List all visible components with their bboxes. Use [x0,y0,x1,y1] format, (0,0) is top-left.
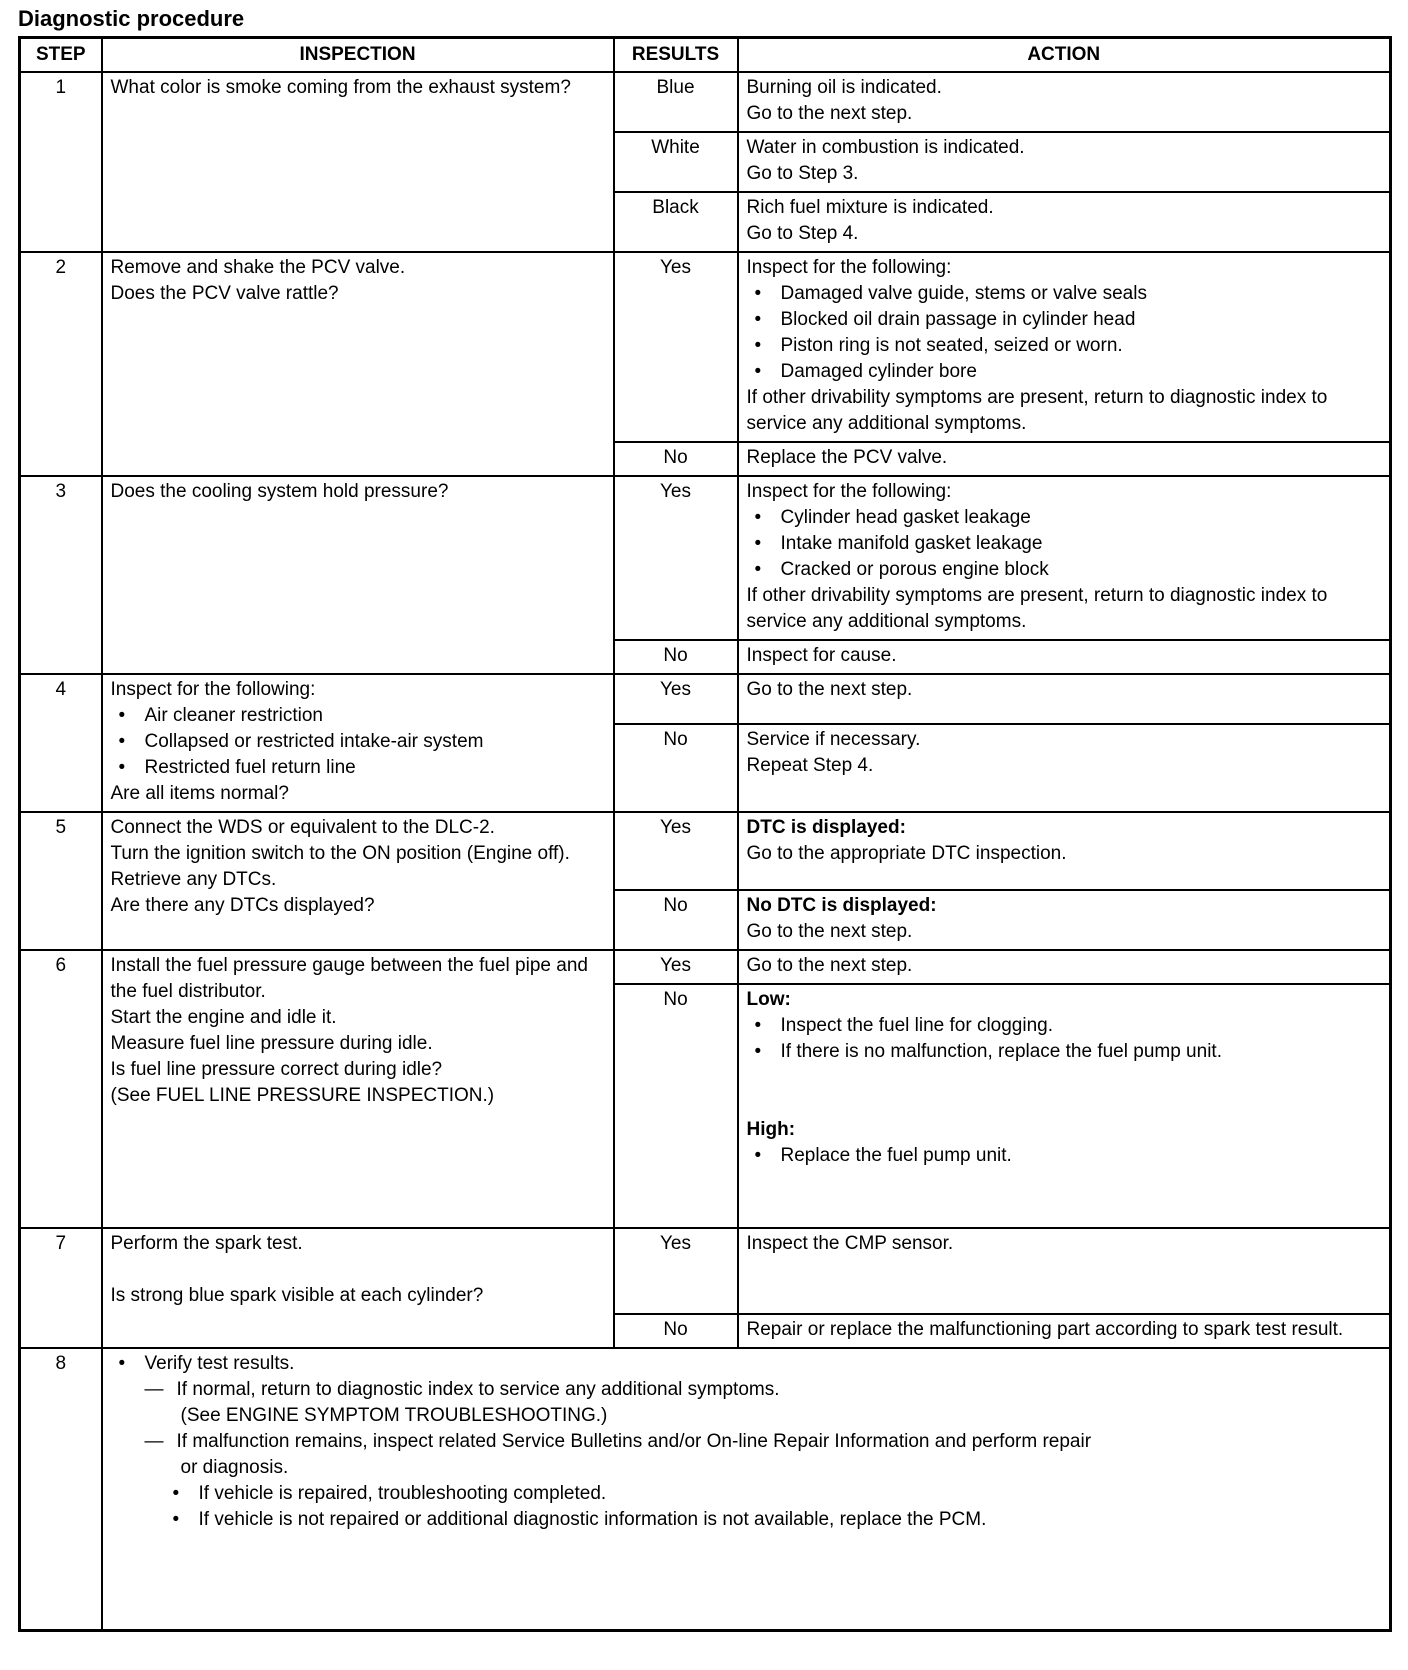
step-number-cell: 1 [20,72,102,252]
text-line: Inspect for the following: [746,257,952,278]
bullet-line [747,557,1382,583]
text-line: Inspect for the following: [746,481,952,502]
line-text: Damaged cylinder bore [780,361,977,382]
result-cell: No [614,984,738,1228]
text-line: or diagnosis. [180,1457,289,1478]
bullet-marker-icon: • [754,507,762,528]
text-line: Does the PCV valve rattle? [110,283,339,304]
result-cell: Yes [614,812,738,890]
action-cell [738,476,1391,640]
bullet-marker-icon: • [754,559,762,580]
header-step: STEP [20,38,102,73]
header-row [20,38,1391,73]
header-results: RESULTS [614,38,738,73]
bullet-line [111,729,605,755]
line-text: If vehicle is not repaired or additional diagnostic information is not available, replace the PCM. [198,1509,987,1530]
step-5-row-0 [20,812,1391,890]
inspection-cell [102,674,614,812]
bullet-marker-icon: • [172,1509,180,1530]
text-line: Service if necessary. [746,728,921,750]
action-cell [738,890,1391,950]
action-cell [738,1314,1391,1348]
bullet-line [747,281,1382,307]
blank-line [747,1091,1382,1117]
step-4-row-0 [20,674,1391,724]
line-text: Damaged valve guide, stems or valve seals [780,283,1147,304]
step-6-row-0 [20,950,1391,984]
result-cell: Yes [614,674,738,724]
line-text: Collapsed or restricted intake-air system [144,731,484,752]
line-text: Intake manifold gasket leakage [780,533,1043,554]
text-line: Inspect the CMP sensor. [746,1233,954,1254]
inspection-cell [102,812,614,950]
action-cell [738,72,1391,132]
text-line: Is strong blue spark visible at each cylinder? [110,1285,484,1306]
text-line: Connect the WDS or equivalent to the DLC-2. [110,817,495,838]
bullet-line [747,359,1382,385]
text-line: Go to the next step. [746,103,913,124]
action-cell [738,950,1391,984]
text-line: Install the fuel pressure gauge between the fuel pipe and the fuel distributor. [110,955,588,1002]
result-cell: White [614,132,738,192]
inspection-cell [102,950,614,1228]
step-number-cell: 3 [20,476,102,674]
verify-results-cell [102,1348,1391,1630]
text-line: Are there any DTCs displayed? [110,895,375,916]
text-line: (See ENGINE SYMPTOM TROUBLESHOOTING.) [180,1405,608,1426]
bullet-marker-icon: • [754,283,762,304]
text-line: Rich fuel mixture is indicated. [746,197,994,218]
text-line: Go to the next step. [746,921,913,942]
bullet-marker-icon: • [754,1015,762,1036]
text-line: Go to Step 3. [746,163,859,184]
inspection-cell [102,1228,614,1348]
action-cell [738,132,1391,192]
bullet-line [111,703,605,729]
dash-line [111,1377,1382,1403]
text-line: Replace the PCV valve. [746,447,948,468]
result-cell: No [614,724,738,812]
bullet-marker-icon: • [118,731,126,752]
text-line: Water in combustion is indicated. [746,137,1025,158]
action-cell [738,442,1391,476]
action-cell [738,724,1391,812]
line-text: Air cleaner restriction [144,705,323,726]
text-line: Perform the spark test. [110,1233,303,1254]
bullet-marker-icon: • [754,309,762,330]
page-title: Diagnostic procedure [18,6,245,31]
bullet-marker-icon: • [754,1145,762,1166]
text-line: Go to the next step. [746,679,913,700]
dash-marker-icon: — [144,1379,164,1400]
action-cell [738,252,1391,442]
step-8-row-0 [20,1348,1391,1630]
result-cell: Yes [614,252,738,442]
step-number-cell: 4 [20,674,102,812]
bullet-marker-icon: • [754,533,762,554]
text-line: What color is smoke coming from the exhaust system? [110,77,571,98]
bullet-marker-icon: • [118,1353,126,1374]
text-line: Turn the ignition switch to the ON position (Engine off). [110,843,570,864]
line-text: Inspect the fuel line for clogging. [780,1015,1054,1036]
bullet-marker-icon: • [118,757,126,778]
step-number-cell: 6 [20,950,102,1228]
line-text: Replace the fuel pump unit. [780,1145,1012,1166]
action-cell [738,984,1391,1228]
text-line: If other drivability symptoms are present, return to diagnostic index to service any additional symptoms. [746,585,1328,632]
text-line: Measure fuel line pressure during idle. [110,1033,433,1054]
line-text: Cracked or porous engine block [780,559,1049,580]
result-cell: No [614,442,738,476]
bullet-line [747,531,1382,557]
inspection-cell [102,476,614,674]
step-number-cell: 5 [20,812,102,950]
diagnostic-procedure-table [18,36,1392,1632]
action-cell [738,812,1391,890]
step-2-row-0 [20,252,1391,442]
bullet-marker-icon: • [754,1041,762,1062]
step-3-row-0 [20,476,1391,640]
result-cell: No [614,890,738,950]
bold-text-line: No DTC is displayed: [746,895,937,916]
line-text: Verify test results. [144,1353,295,1374]
action-cell [738,640,1391,674]
bullet-line [111,1351,1382,1377]
blank-line [111,1257,605,1283]
text-line: Repair or replace the malfunctioning part according to spark test result. [746,1319,1344,1340]
step-number-cell: 7 [20,1228,102,1348]
result-cell: Black [614,192,738,252]
line-text: Restricted fuel return line [144,757,356,778]
text-line: Does the cooling system hold pressure? [110,481,449,502]
text-line: If other drivability symptoms are present, return to diagnostic index to service any additional symptoms. [746,387,1328,434]
inspection-cell [102,252,614,476]
bullet-line [747,1013,1382,1039]
bold-text-line: Low: [746,989,791,1010]
action-cell [738,192,1391,252]
result-cell: No [614,640,738,674]
text-line: Inspect for the following: [110,679,316,700]
header-action: ACTION [738,38,1391,73]
result-cell: No [614,1314,738,1348]
text-line: Start the engine and idle it. [110,1007,337,1028]
action-cell [738,1228,1391,1314]
line-text: If malfunction remains, inspect related Service Bulletins and/or On-line Repair Information and perform repair [176,1431,1092,1452]
result-cell: Yes [614,476,738,640]
text-line: Go to the appropriate DTC inspection. [746,843,1067,864]
text-line: Go to Step 4. [746,223,859,244]
text-line: Retrieve any DTCs. [110,869,277,890]
bullet-line [111,1507,1382,1533]
line-text: If there is no malfunction, replace the fuel pump unit. [780,1041,1222,1062]
bullet-line [747,1143,1382,1169]
text-line: Go to the next step. [746,955,913,976]
bullet-marker-icon: • [754,361,762,382]
text-line: Is fuel line pressure correct during idle? [110,1059,443,1080]
step-number-cell: 8 [20,1348,102,1630]
text-line: Burning oil is indicated. [746,77,942,98]
text-line: (See FUEL LINE PRESSURE INSPECTION.) [110,1085,495,1106]
bullet-line [747,307,1382,333]
bold-text-line: High: [746,1119,796,1140]
bold-text-line: DTC is displayed: [746,817,906,838]
action-cell [738,674,1391,724]
bullet-marker-icon: • [754,335,762,356]
bullet-marker-icon: • [118,705,126,726]
result-cell: Blue [614,72,738,132]
blank-line [747,1065,1382,1091]
text-line: Remove and shake the PCV valve. [110,257,406,278]
bullet-marker-icon: • [172,1483,180,1504]
line-text: If vehicle is repaired, troubleshooting completed. [198,1483,607,1504]
bullet-line [111,755,605,781]
line-text: Piston ring is not seated, seized or worn. [780,335,1123,356]
line-text: Cylinder head gasket leakage [780,507,1031,528]
bullet-line [111,1481,1382,1507]
bullet-line [747,333,1382,359]
bullet-line [747,1039,1382,1065]
text-line: Inspect for cause. [746,645,897,666]
bullet-line [747,505,1382,531]
dash-marker-icon: — [144,1431,164,1452]
line-text: If normal, return to diagnostic index to service any additional symptoms. [176,1379,780,1400]
step-number-cell: 2 [20,252,102,476]
result-cell: Yes [614,1228,738,1314]
step-7-row-0 [20,1228,1391,1314]
result-cell: Yes [614,950,738,984]
step-1-row-0 [20,72,1391,132]
text-line: Are all items normal? [110,783,289,804]
line-text: Blocked oil drain passage in cylinder head [780,309,1136,330]
dash-line [111,1429,1382,1455]
diagnostic-table-body [20,72,1391,1630]
text-line: Repeat Step 4. [746,754,874,776]
inspection-cell [102,72,614,252]
header-inspection: INSPECTION [102,38,614,73]
